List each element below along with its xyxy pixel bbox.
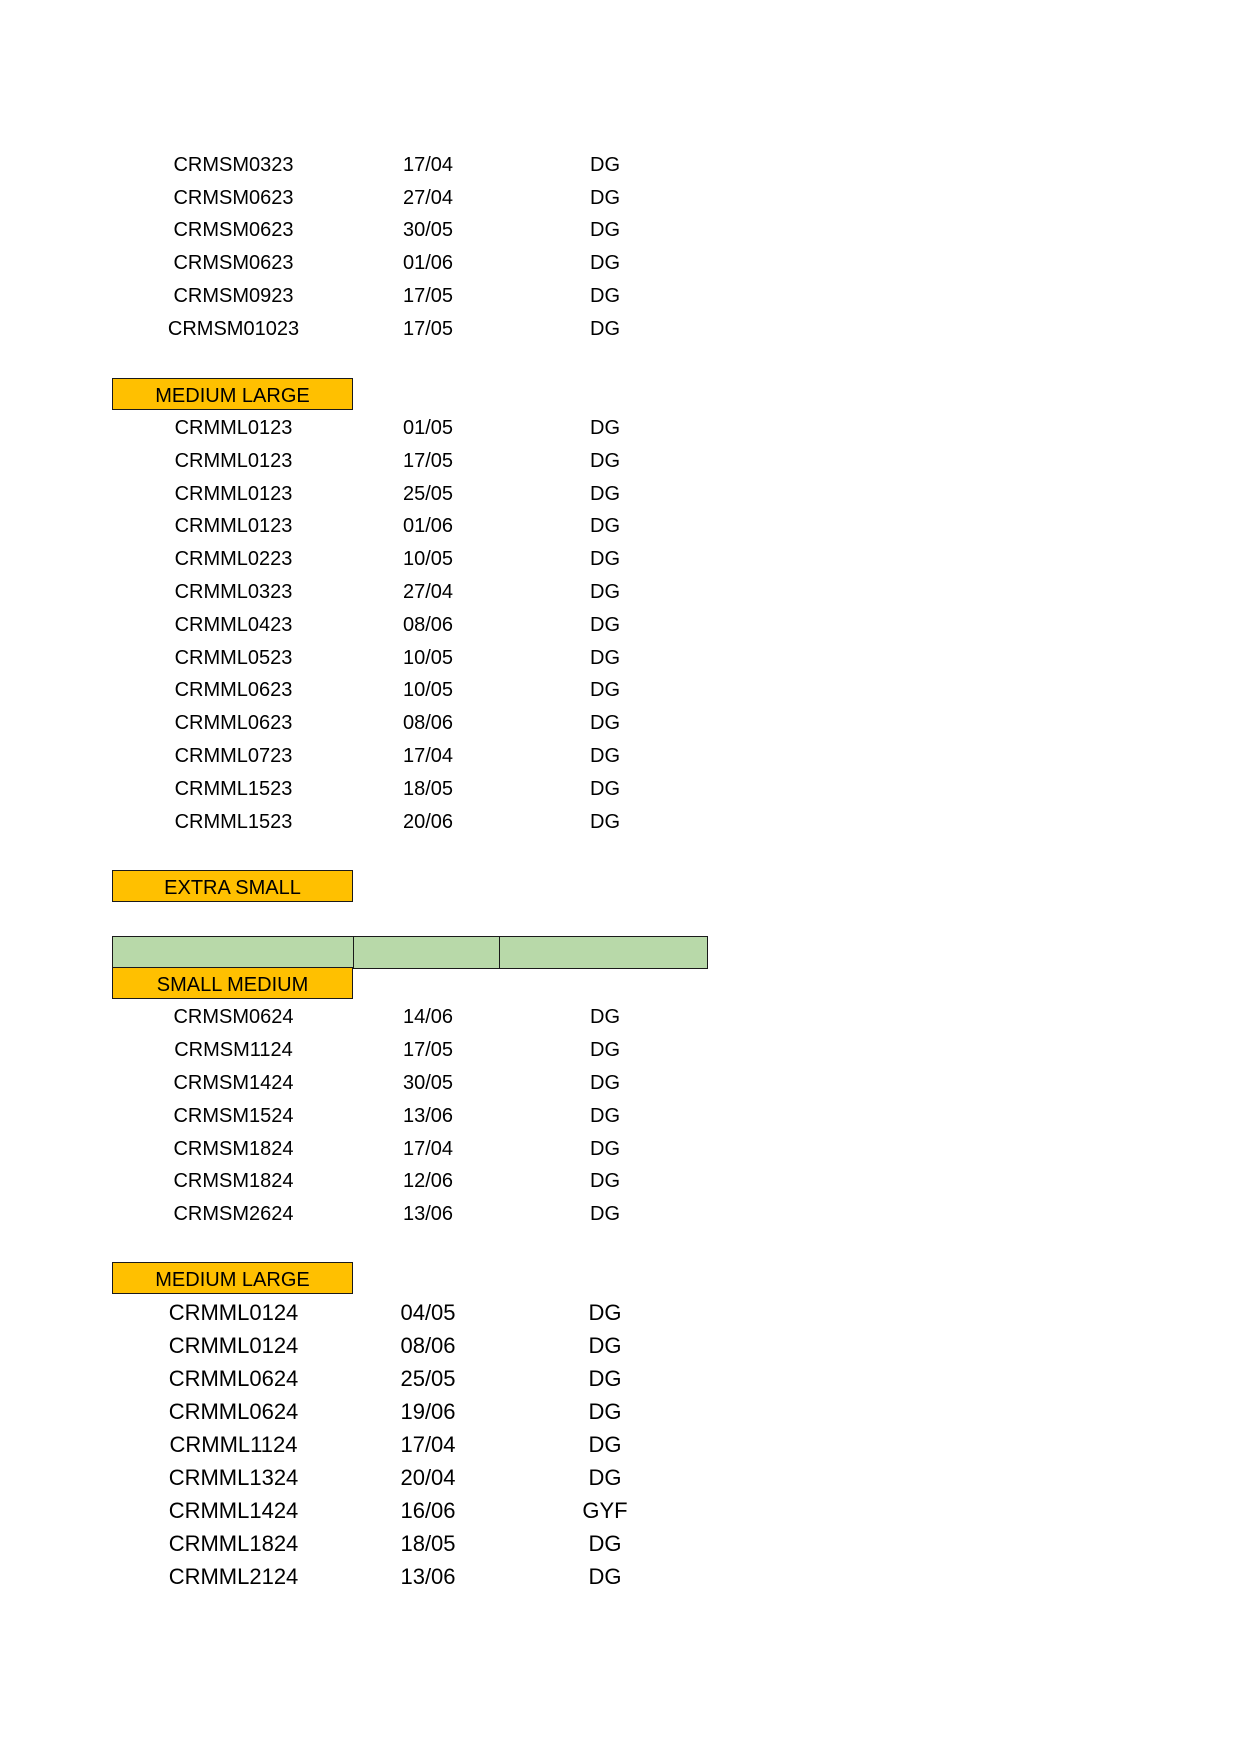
code-cell: CRMSM2624 [173,1203,294,1225]
code-cell: CRMSM1524 [173,1105,294,1127]
date-cell: 10/05 [402,679,454,701]
code-cell: CRMML0124 [168,1333,299,1358]
date-cell: 08/06 [402,712,454,734]
status-cell: DG [590,515,620,537]
code-cell: CRMML0623 [174,712,293,734]
status-cell: DG [590,712,620,734]
date-cell: 27/04 [402,581,454,603]
status-cell: DG [588,1432,622,1457]
status-cell: DG [590,581,620,603]
code-cell: CRMML1324 [168,1465,299,1490]
table-row [0,642,1241,675]
table-row [0,1428,1241,1461]
section-header: EXTRA SMALL [112,870,353,902]
date-cell: 17/05 [402,450,454,472]
date-cell: 01/06 [402,252,454,274]
status-cell: DG [590,450,620,472]
date-cell: 13/06 [402,1105,454,1127]
table-row [0,1034,1241,1067]
date-cell: 08/06 [400,1333,456,1358]
date-cell: 30/05 [402,1072,454,1094]
code-cell: CRMSM1824 [173,1170,294,1192]
code-cell: CRMML1124 [169,1432,298,1457]
date-cell: 18/05 [402,778,454,800]
code-cell: CRMSM1124 [174,1039,293,1061]
code-cell: CRMML0124 [168,1300,299,1325]
code-cell: CRMML0223 [174,548,293,570]
code-cell: CRMML2124 [168,1564,299,1589]
date-cell: 18/05 [400,1531,456,1556]
status-cell: DG [590,154,620,176]
table-row [0,707,1241,740]
status-cell: DG [590,318,620,340]
code-cell: CRMML0123 [174,417,293,439]
status-cell: DG [590,1072,620,1094]
date-cell: 14/06 [402,1006,454,1028]
code-cell: CRMML1424 [168,1498,299,1523]
table-row [0,412,1241,445]
code-cell: CRMML0123 [174,515,293,537]
code-cell: CRMML0123 [174,483,293,505]
table-row [0,1133,1241,1166]
table-row [0,609,1241,642]
table-row [0,740,1241,773]
status-cell: DG [588,1465,622,1490]
empty-cell [353,936,501,969]
status-cell: DG [588,1531,622,1556]
status-cell: DG [590,1039,620,1061]
table-row [0,1198,1241,1231]
status-cell: DG [588,1366,622,1391]
table-row [0,1461,1241,1494]
table-row [0,247,1241,280]
code-cell: CRMML0423 [174,614,293,636]
section-header: MEDIUM LARGE [112,1262,353,1294]
code-cell: CRMML0323 [174,581,293,603]
date-cell: 27/04 [402,187,454,209]
empty-cell [112,936,355,969]
status-cell: DG [590,1138,620,1160]
date-cell: 10/05 [402,647,454,669]
date-cell: 17/05 [402,1039,454,1061]
code-cell: CRMSM0624 [173,1006,294,1028]
table-row [0,1362,1241,1395]
code-cell: CRMML0624 [168,1366,299,1391]
status-cell: GYF [582,1498,628,1523]
status-cell: DG [588,1564,622,1589]
date-cell: 01/05 [402,417,454,439]
table-row [0,1494,1241,1527]
table-row [0,445,1241,478]
table-row [0,1100,1241,1133]
date-cell: 16/06 [400,1498,456,1523]
table-row [0,1165,1241,1198]
table-row [0,1527,1241,1560]
table-row [0,1067,1241,1100]
empty-highlight-row [112,936,708,969]
status-cell: DG [590,1006,620,1028]
status-cell: DG [590,187,620,209]
date-cell: 17/05 [402,318,454,340]
status-cell: DG [590,778,620,800]
date-cell: 13/06 [400,1564,456,1589]
date-cell: 12/06 [402,1170,454,1192]
status-cell: DG [590,679,620,701]
status-cell: DG [588,1333,622,1358]
status-cell: DG [590,548,620,570]
status-cell: DG [590,1203,620,1225]
date-cell: 25/05 [402,483,454,505]
status-cell: DG [590,285,620,307]
empty-cell [499,936,708,969]
table-row [0,806,1241,839]
code-cell: CRMSM0623 [173,187,294,209]
table-row [0,280,1241,313]
section-header: MEDIUM LARGE [112,378,353,410]
table-row [0,1395,1241,1428]
table-row [0,1296,1241,1329]
code-cell: CRMML0723 [174,745,293,767]
code-cell: CRMML1523 [174,811,293,833]
table-row [0,1329,1241,1362]
table-row [0,214,1241,247]
code-cell: CRMSM1424 [173,1072,294,1094]
section-header: SMALL MEDIUM [112,967,353,999]
status-cell: DG [588,1399,622,1424]
status-cell: DG [590,252,620,274]
date-cell: 08/06 [402,614,454,636]
status-cell: DG [590,1170,620,1192]
status-cell: DG [590,745,620,767]
table-row [0,773,1241,806]
code-cell: CRMML1824 [168,1531,299,1556]
date-cell: 10/05 [402,548,454,570]
table-row [0,510,1241,543]
code-cell: CRMML0623 [174,679,293,701]
status-cell: DG [590,811,620,833]
code-cell: CRMML0624 [168,1399,299,1424]
date-cell: 17/04 [402,154,454,176]
table-row [0,1001,1241,1034]
date-cell: 17/04 [400,1432,456,1457]
code-cell: CRMSM0923 [173,285,294,307]
date-cell: 20/04 [400,1465,456,1490]
code-cell: CRMML1523 [174,778,293,800]
code-cell: CRMSM0623 [173,219,294,241]
table-row [0,576,1241,609]
table-row [0,543,1241,576]
table-row [0,149,1241,182]
code-cell: CRMML0523 [174,647,293,669]
status-cell: DG [590,483,620,505]
date-cell: 13/06 [402,1203,454,1225]
status-cell: DG [590,219,620,241]
status-cell: DG [588,1300,622,1325]
table-row [0,313,1241,346]
code-cell: CRMSM1824 [173,1138,294,1160]
date-cell: 17/05 [402,285,454,307]
date-cell: 01/06 [402,515,454,537]
table-row [0,478,1241,511]
date-cell: 04/05 [400,1300,456,1325]
date-cell: 17/04 [402,1138,454,1160]
table-row [0,674,1241,707]
date-cell: 30/05 [402,219,454,241]
date-cell: 25/05 [400,1366,456,1391]
table-row [0,1560,1241,1593]
date-cell: 20/06 [402,811,454,833]
code-cell: CRMSM0623 [173,252,294,274]
status-cell: DG [590,417,620,439]
status-cell: DG [590,614,620,636]
code-cell: CRMSM01023 [167,318,300,340]
date-cell: 17/04 [402,745,454,767]
code-cell: CRMML0123 [174,450,293,472]
code-cell: CRMSM0323 [173,154,294,176]
table-row [0,182,1241,215]
date-cell: 19/06 [400,1399,456,1424]
status-cell: DG [590,1105,620,1127]
status-cell: DG [590,647,620,669]
